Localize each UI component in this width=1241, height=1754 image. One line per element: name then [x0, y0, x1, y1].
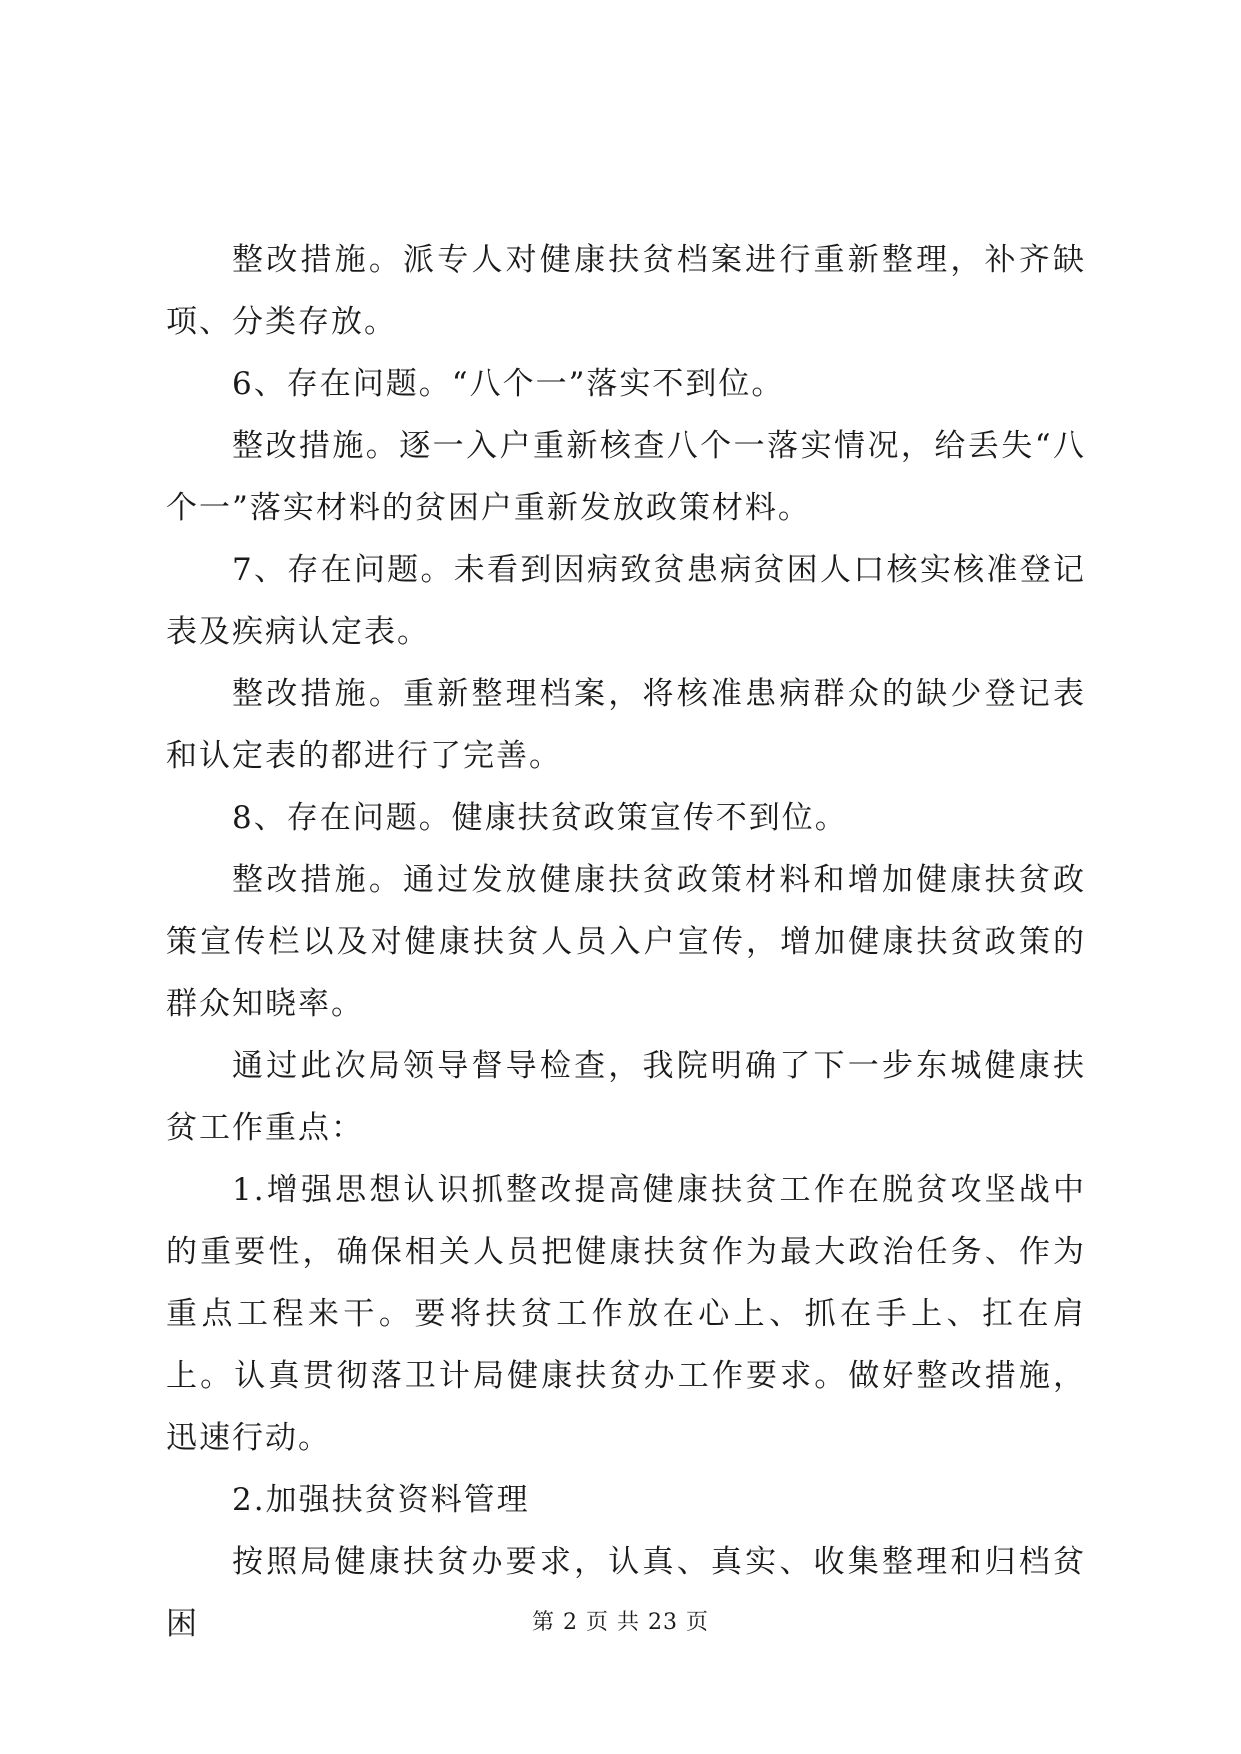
paragraph-9: 1.增强思想认识抓整改提高健康扶贫工作在脱贫攻坚战中的重要性，确保相关人员把健康扶贫作为最大政治任务、作为重点工程来干。要将扶贫工作放在心上、抓在手上、扛在肩上。认真贯彻落卫计局健康扶贫办工作要求。做好整改措施，迅速行动。 — [166, 1172, 1086, 1456]
paragraph-8: 通过此次局领导督导检查，我院明确了下一步东城健康扶贫工作重点： — [166, 1048, 1086, 1146]
paragraph-2: 6、存在问题。“八个一”落实不到位。 — [232, 366, 785, 402]
paragraph-11: 按照局健康扶贫办要求，认真、真实、收集整理和归档贫困 — [166, 1544, 1086, 1642]
paragraph-1: 整改措施。派专人对健康扶贫档案进行重新整理，补齐缺项、分类存放。 — [166, 242, 1086, 340]
paragraph-5: 整改措施。重新整理档案，将核准患病群众的缺少登记表和认定表的都进行了完善。 — [166, 676, 1086, 774]
paragraph-3: 整改措施。逐一入户重新核查八个一落实情况，给丢失“八个一”落实材料的贫困户重新发放政策材料。 — [166, 428, 1086, 526]
paragraph-6: 8、存在问题。健康扶贫政策宣传不到位。 — [232, 800, 848, 836]
paragraph-7: 整改措施。通过发放健康扶贫政策材料和增加健康扶贫政策宣传栏以及对健康扶贫人员入户宣传，增加健康扶贫政策的群众知晓率。 — [166, 862, 1086, 1022]
document-body — [166, 229, 1086, 1655]
paragraph-10: 2.加强扶贫资料管理 — [232, 1482, 530, 1518]
page-number-footer: 第 2 页 共 23 页 — [532, 1610, 709, 1635]
paragraph-4: 7、存在问题。未看到因病致贫患病贫困人口核实核准登记表及疾病认定表。 — [166, 552, 1086, 650]
